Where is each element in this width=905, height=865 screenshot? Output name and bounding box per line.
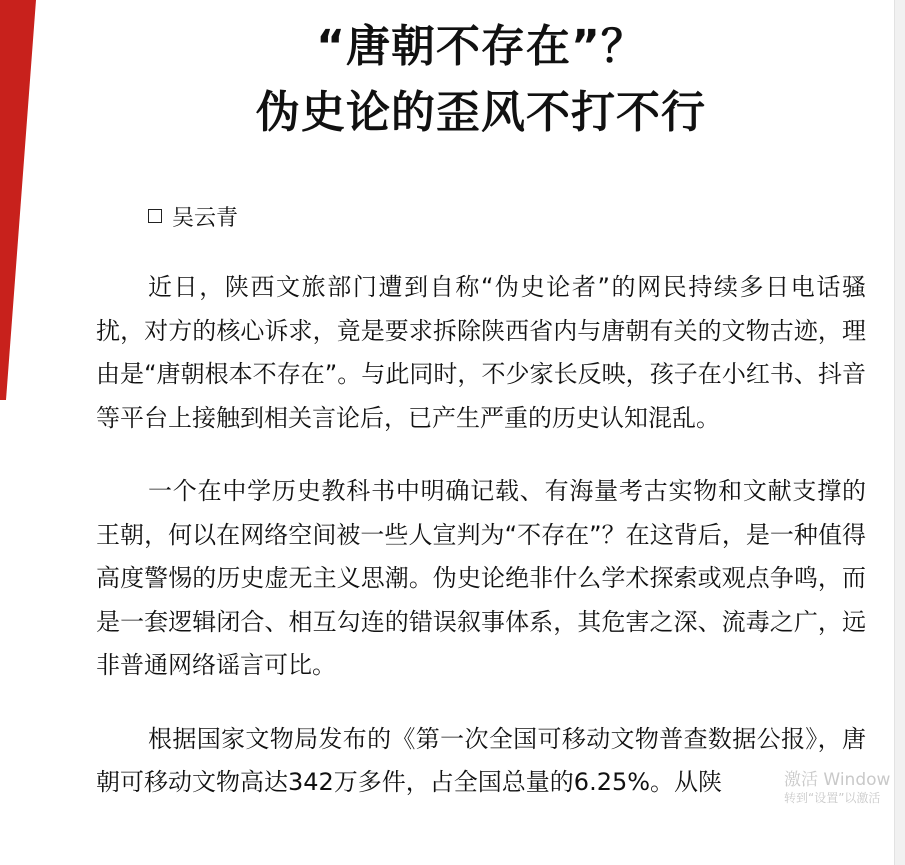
activation-watermark	[784, 770, 890, 806]
scrollbar-track[interactable]	[894, 0, 905, 865]
author-name: 吴云青	[172, 206, 239, 231]
paragraph-2: 一个在中学历史教科书中明确记载、有海量考古实物和文献支撑的王朝，何以在网络空间被一些人宣判为“不存在”？在这背后，是一种值得高度警惕的历史虚无主义思潮。伪史论绝非什么学术探索或观点争鸣，而是一套逻辑闭合、相互勾连的错误叙事体系，其危害之深、流毒之广，远非普通网络谣言可比。	[96, 477, 866, 679]
article-title	[96, 14, 866, 146]
paragraph-1: 近日，陕西文旅部门遭到自称“伪史论者”的网民持续多日电话骚扰，对方的核心诉求，竟是要求拆除陕西省内与唐朝有关的文物古迹，理由是“唐朝根本不存在”。与此同时，不少家长反映，孩子在小红书、抖音等平台上接触到相关言论后，已产生严重的历史认知混乱。	[96, 273, 866, 432]
square-bullet-icon	[148, 209, 162, 223]
title-line-2: 伪史论的歪风不打不行	[256, 87, 706, 138]
title-line-1: “唐朝不存在”？	[316, 21, 646, 72]
author-byline	[148, 204, 866, 234]
watermark-line-2: 转到“设置”以激活	[784, 791, 881, 805]
article	[96, 14, 866, 805]
watermark-line-1: 激活 Window	[784, 770, 891, 790]
red-accent-stripe	[0, 0, 36, 400]
paragraph-3: 根据国家文物局发布的《第一次全国可移动文物普查数据公报》，唐朝可移动文物高达342万多件，占全国总量的6.25%。从陕	[96, 724, 866, 796]
